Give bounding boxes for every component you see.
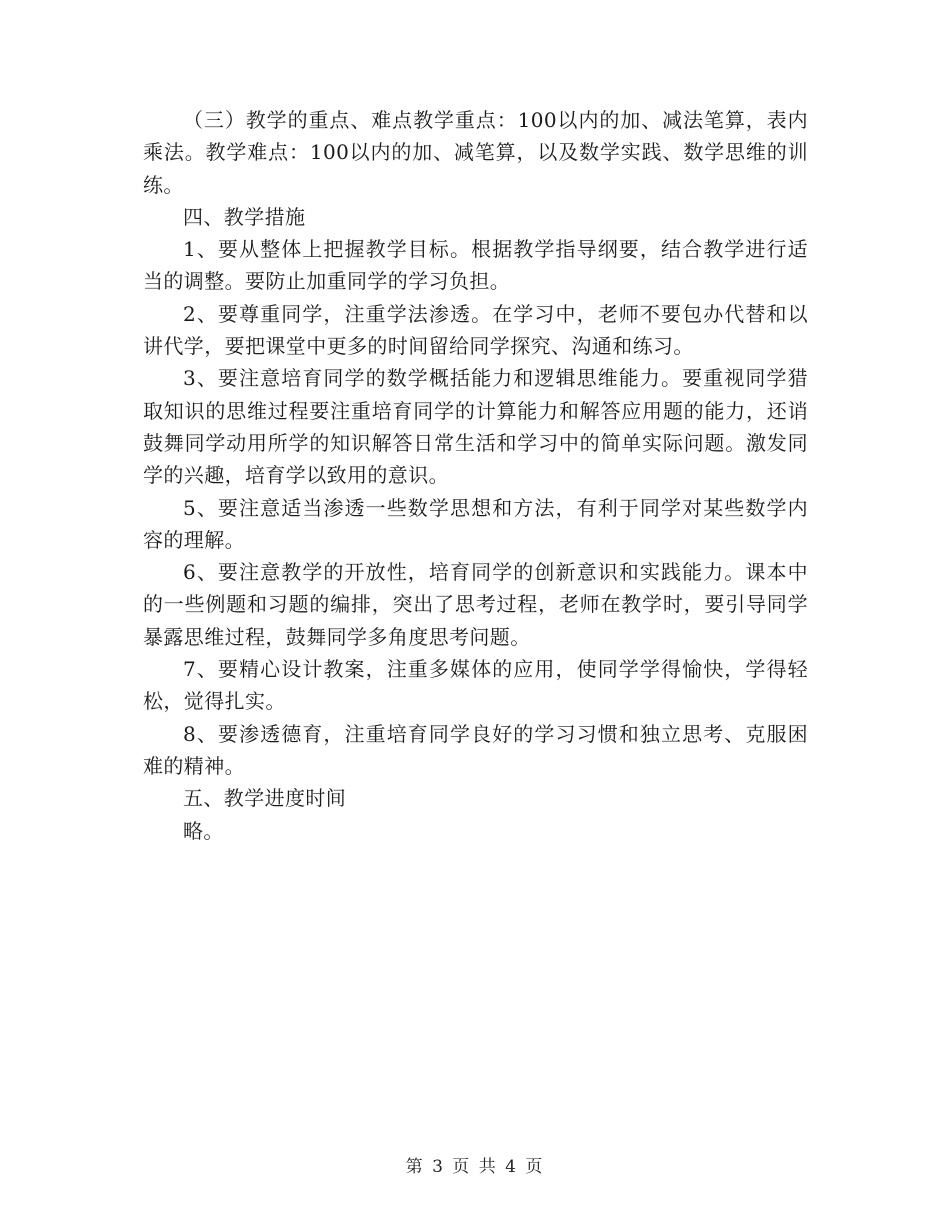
paragraph-measure-2: 2、要尊重同学，注重学法渗透。在学习中，老师不要包办代替和以讲代学，要把课堂中更多的时间留给同学探究、沟通和练习。 [143,301,808,359]
paragraph-measure-5: 5、要注意适当渗透一些数学思想和方法，有利于同学对某些数学内容的理解。 [143,495,808,552]
document-body [143,104,808,847]
paragraph-measure-3: 3、要注意培育同学的数学概括能力和逻辑思维能力。要重视同学猎取知识的思维过程要注重培育同学的计算能力和解答应用题的能力，还诮鼓舞同学动用所学的知识解答日常生活和学习中的简单实际问题。激发同学的兴趣，培育学以致用的意识。 [143,366,808,488]
paragraph-teaching-focus: （三）教学的重点、难点教学重点：100以内的加、减法笔算，表内乘法。教学难点：100以内的加、减笔算，以及数学实践、数学思维的训练。 [143,108,808,197]
heading-teaching-schedule: 五、教学进度时间 [183,786,347,811]
paragraph-measure-1: 1、要从整体上把握教学目标。根据教学指导纲要，结合教学进行适当的调整。要防止加重同学的学习负担。 [143,237,808,294]
paragraph-measure-7: 7、要精心设计教案，注重多媒体的应用，使同学学得愉快，学得轻松，觉得扎实。 [143,657,808,714]
heading-teaching-measures: 四、教学措施 [183,204,306,229]
page-number-footer: 第 3 页 共 4 页 [405,1157,545,1177]
paragraph-omitted: 略。 [183,818,224,843]
paragraph-measure-8: 8、要渗透德育，注重培育同学良好的学习习惯和独立思考、克服困难的精神。 [143,721,808,778]
paragraph-measure-6: 6、要注意教学的开放性，培育同学的创新意识和实践能力。课本中的一些例题和习题的编排，突出了思考过程，老师在教学时，要引导同学暴露思维过程，鼓舞同学多角度思考问题。 [143,560,808,649]
